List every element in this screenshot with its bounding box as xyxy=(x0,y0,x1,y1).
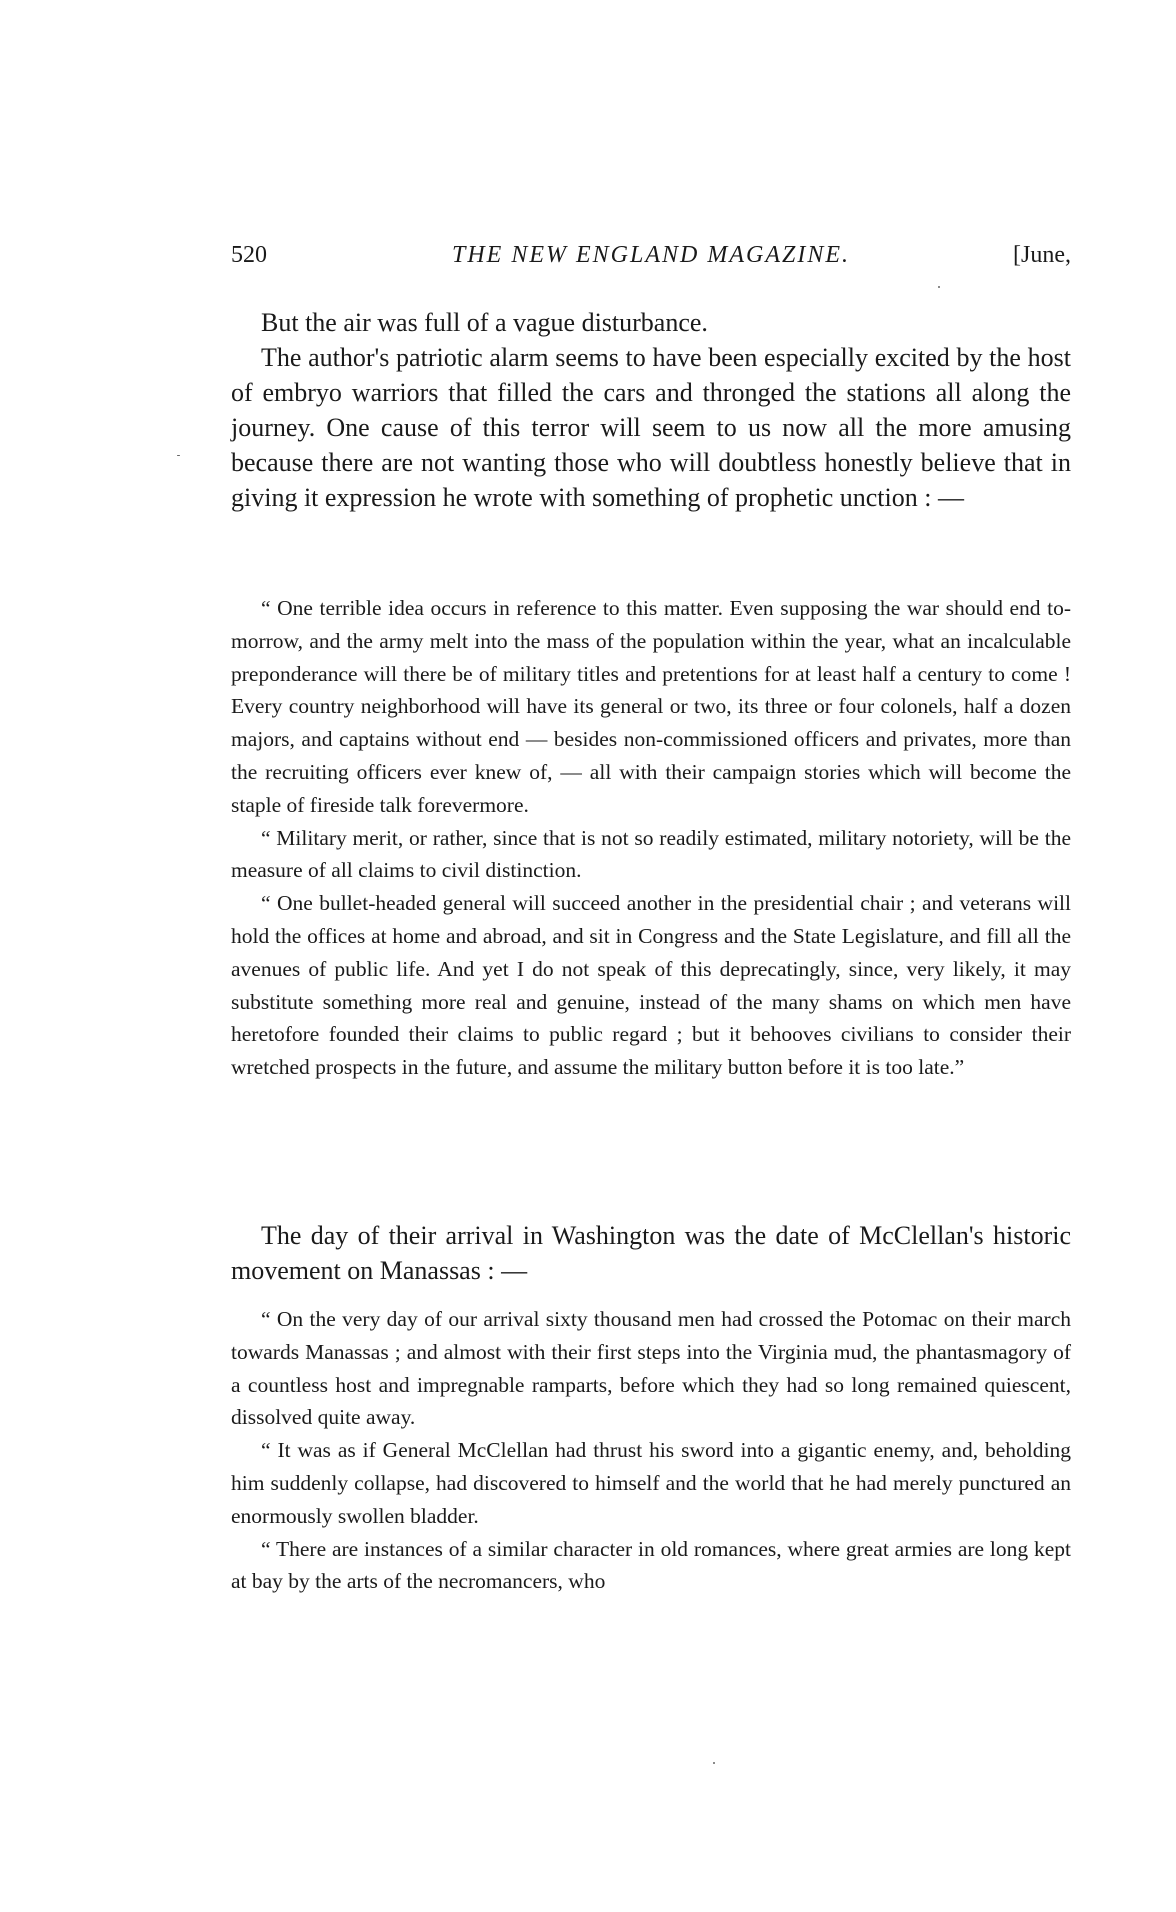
magazine-title: THE NEW ENGLAND MAGAZINE. xyxy=(452,242,850,268)
page-number: 520 xyxy=(231,242,267,268)
quote-paragraph: “ There are instances of a similar character in old romances, where great armies are long kept at bay by the arts of the necromancers, who xyxy=(231,1536,1071,1594)
quote-paragraph: “ One bullet-headed general will succeed another in the presidential chair ; and veterans will hold the offices at home and abroad, and sit in Congress and the State Legislature, and fill all the avenues of public life. And yet I do not speak of this deprecatingly, since, very likely, it may substitute something more real and genuine, instead of the many shams on which men have heretofore founded their claims to public regard ; but it behooves civilians to consider their wretched prospects in the future, and assume the military button before it is too late.” xyxy=(231,891,1071,1080)
paragraph: The author's patriotic alarm seems to have been especially excited by the host of embryo warriors that filled the cars and thronged the stations all along the journey. One cause of this terror will seem to us now all the more amusing because there are not wanting those who will doubtless honestly believe that in giving it expression he wrote with something of prophetic unction : — xyxy=(231,343,1071,512)
running-head xyxy=(231,242,1071,272)
quote-block-1 xyxy=(231,592,1071,1084)
quote-paragraph: “ One terrible idea occurs in reference to this matter. Even supposing the war should end to-morrow, and the army melt into the mass of the population within the year, what an incalculable preponderance will there be of military titles and pretentions for at least half a century to come ! Every country neighborhood will have its general or two, its three or four colonels, half a dozen majors, and captains without end — besides non-commissioned officers and privates, more than the recruiting officers ever knew of, — all with their campaign stories which will become the staple of fireside talk forevermore. xyxy=(231,596,1071,817)
quote-paragraph: “ Military merit, or rather, since that is not so readily estimated, military notoriety, will be the measure of all claims to civil distinction. xyxy=(231,825,1071,883)
quote-block-2 xyxy=(231,1303,1071,1598)
paragraph: The day of their arrival in Washington was the date of McClellan's historic movement on Manassas : — xyxy=(231,1221,1071,1285)
scan-speck xyxy=(177,455,180,456)
issue-month: [June, xyxy=(1013,242,1071,268)
body-section-2 xyxy=(231,1218,1071,1288)
body-section-1 xyxy=(231,305,1071,515)
scan-speck xyxy=(938,286,940,288)
quote-paragraph: “ It was as if General McClellan had thrust his sword into a gigantic enemy, and, beholding him suddenly collapse, had discovered to himself and the world that he had merely punctured an enormously swollen bladder. xyxy=(231,1438,1071,1528)
quote-paragraph: “ On the very day of our arrival sixty thousand men had crossed the Potomac on their march towards Manassas ; and almost with their first steps into the Virginia mud, the phantasmagory of a countless host and impregnable ramparts, before which they had so long remained quiescent, dissolved quite away. xyxy=(231,1307,1071,1430)
scan-speck xyxy=(713,1762,715,1764)
paragraph: But the air was full of a vague disturbance. xyxy=(261,308,708,337)
